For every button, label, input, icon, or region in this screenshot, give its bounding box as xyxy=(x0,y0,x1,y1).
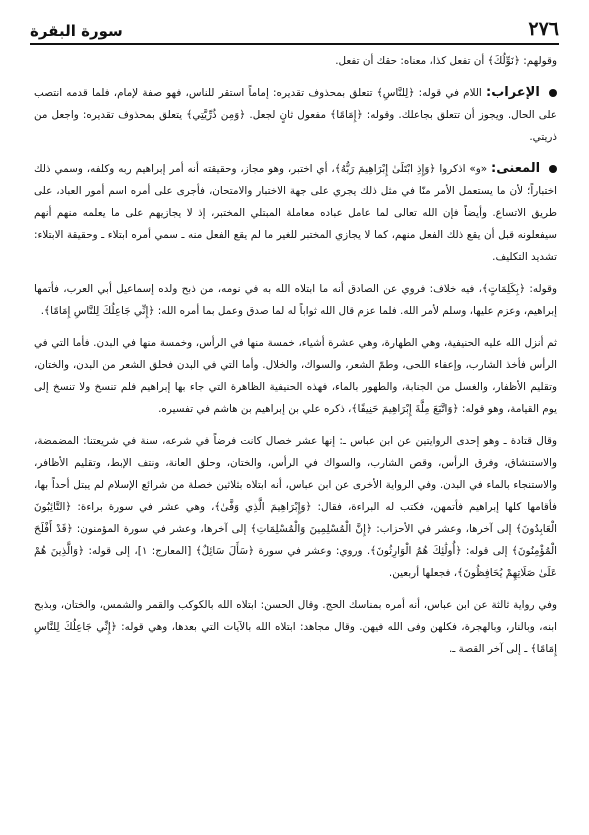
paragraph-meaning xyxy=(34,158,557,268)
paragraph-hanifiyya xyxy=(34,332,557,420)
paragraph-text: وفي رواية ثالثة عن ابن عباس، أنه أمره بمناسك الحج. وقال الحسن: ابتلاه الله بالكوكب والقمر والشمس، والختان، وبذبح ابنه، وبالنار، وبالهجرة، فكلهن وفى الله فيهن. وقال مجاهد: ابتلاه الله بالآيات التي بعدها، وهي قوله: ﴿إِنِّي جَاعِلُكَ لِلنَّاسِ إِمَامًا﴾ ـ إلى آخر القصة ـ. xyxy=(34,599,557,655)
paragraph-third-narration xyxy=(34,594,557,660)
paragraph-kalimat xyxy=(34,278,557,322)
paragraph-text: وقال قتادة ـ وهو إحدى الروايتين عن ابن عباس ـ: إنها عشر خصال كانت فرضاً في شرعه، سنة في شريعتنا: المضمضة، والاستنشاق، وفرق الرأس، وقص الشارب، والسواك في الرأس، والختان، وحلق العانة، ونتف الإبط، وتقليم الأظافر، والاستنجاء بالماء في البدن. وفي الرواية الأخرى عن ابن عباس، أنه ابتلاه بثلاثين خصلة من شرائع الإسلام لم يبتل أحداً بها، فأقامها كلها إبراهيم فأتمهن، فكتب له البراءة، فقال: ﴿وَإِبْرَاهِيمَ الَّذِي وَفَّىٰ﴾، وهي عشر في سورة براءة: ﴿التَّائِبُونَ الْعَابِدُونَ﴾ إلى آخرها، وعشر في الأحزاب: ﴿إِنَّ الْمُسْلِمِينَ وَالْمُسْلِمَاتِ﴾ إلى آخرها، وعشر في سورة المؤمنون: ﴿قَدْ أَفْلَحَ الْمُؤْمِنُونَ﴾ إلى قوله: ﴿أُولَٰئِكَ هُمُ الْوَارِثُونَ﴾. وروي: وعشر في سورة ﴿سَأَلَ سَائِلٌ﴾ [المعارج: ١]، إلى قوله: ﴿وَالَّذِينَ هُمْ عَلَىٰ صَلَاتِهِمْ يُحَافِظُونَ﴾، فجعلها أربعين. xyxy=(34,435,557,579)
page-header xyxy=(30,14,559,45)
page-body xyxy=(34,50,557,827)
paragraph-qatada xyxy=(34,430,557,584)
bullet-dot-icon xyxy=(549,89,557,97)
paragraph-text: وقولهم: ﴿نَوِّلُكَ﴾ أن تفعل كذا، معناه: حقك أن تفعل. xyxy=(335,55,557,67)
bullet-dot-icon xyxy=(549,165,557,173)
page-number: ٢٧٦ xyxy=(528,18,559,40)
paragraph-text: ثم أنزل الله عليه الحنيفية، وهي الطهارة، وهي عشرة أشياء، خمسة منها في الرأس، وخمسة منها في البدن. فأما التي في الرأس فأخذ الشارب، وإعفاء اللحى، وطمّ الشعر، والسواك، والخلال. وأما التي في البدن فحلق الشعر من البدن، والختان، وتقليم الأظفار، والغسل من الجنابة، والطهور بالماء، فهذه الحنيفية الظاهرة التي جاء بها إبراهيم فلم تنسخ ولا تنسخ إلى يوم القيامة، وهو قوله: ﴿وَاتَّبَعَ مِلَّةَ إِبْرَاهِيمَ حَنِيفًا﴾، ذكره علي بن إبراهيم بن هاشم في تفسيره. xyxy=(34,337,557,415)
paragraph-text: وقوله: ﴿بِكَلِمَاتٍ﴾، فيه خلاف: فروي عن الصادق أنه ما ابتلاه الله به في نومه، من ذبح ولده إسماعيل أبي العرب، فأتمها إبراهيم، وعزم عليها، وسلم لأمر الله. فلما عزم قال الله ثواباً له لما صدق وعمل بما أمره الله: ﴿إِنِّي جَاعِلُكَ لِلنَّاسِ إِمَامًا﴾. xyxy=(34,283,557,317)
section-label-irab: الإعراب: xyxy=(486,85,540,100)
paragraph-text: اللام في قوله: ﴿لِلنَّاسِ﴾ تتعلق بمحذوف تقديره: إماماً استقر للناس، فهو صفة لإمام، فلما قدمه انتصب على الحال. ويجوز أن تتعلق بجاعلك. وقوله: ﴿إِمَامًا﴾ مفعول ثانٍ لجعل. ﴿وَمِن ذُرِّيَّتِي﴾ يتعلق بمحذوف تقديره: واجعل من ذريتي. xyxy=(34,87,557,143)
surah-title: سورة البقرة xyxy=(30,22,123,40)
paragraph-phrase-note xyxy=(34,50,557,72)
paragraph-text: «و» اذكروا ﴿وَإِذِ ابْتَلَىٰ إِبْرَاهِيمَ رَبُّهُ﴾، أي اختبر، وهو مجاز، وحقيقته أنه أمر إبراهيم ربه وكلفه، وسمي ذلك اختباراً؛ لأن ما يستعمل الأمر منّا في مثل ذلك يجري على جهة الاختبار والامتحان، فأجرى على أمره اسم أمور العباد، على طريق الاتساع. وأيضاً فإن الله تعالى لما عامل عباده معاملة المبتلي المختبر، إذ لا يجازيهم على ما يعلمه منهم أنهم سيفعلونه قبل أن يقع ذلك الفعل منهم، كما لا يجازي المختبر للغير ما لم يقع الفعل منه ـ سمي أمره ابتلاء ـ وحقيقة الابتلاء: تشديد التكليف. xyxy=(34,163,557,263)
section-label-meaning: المعنى: xyxy=(491,161,541,176)
paragraph-irab xyxy=(34,82,557,148)
